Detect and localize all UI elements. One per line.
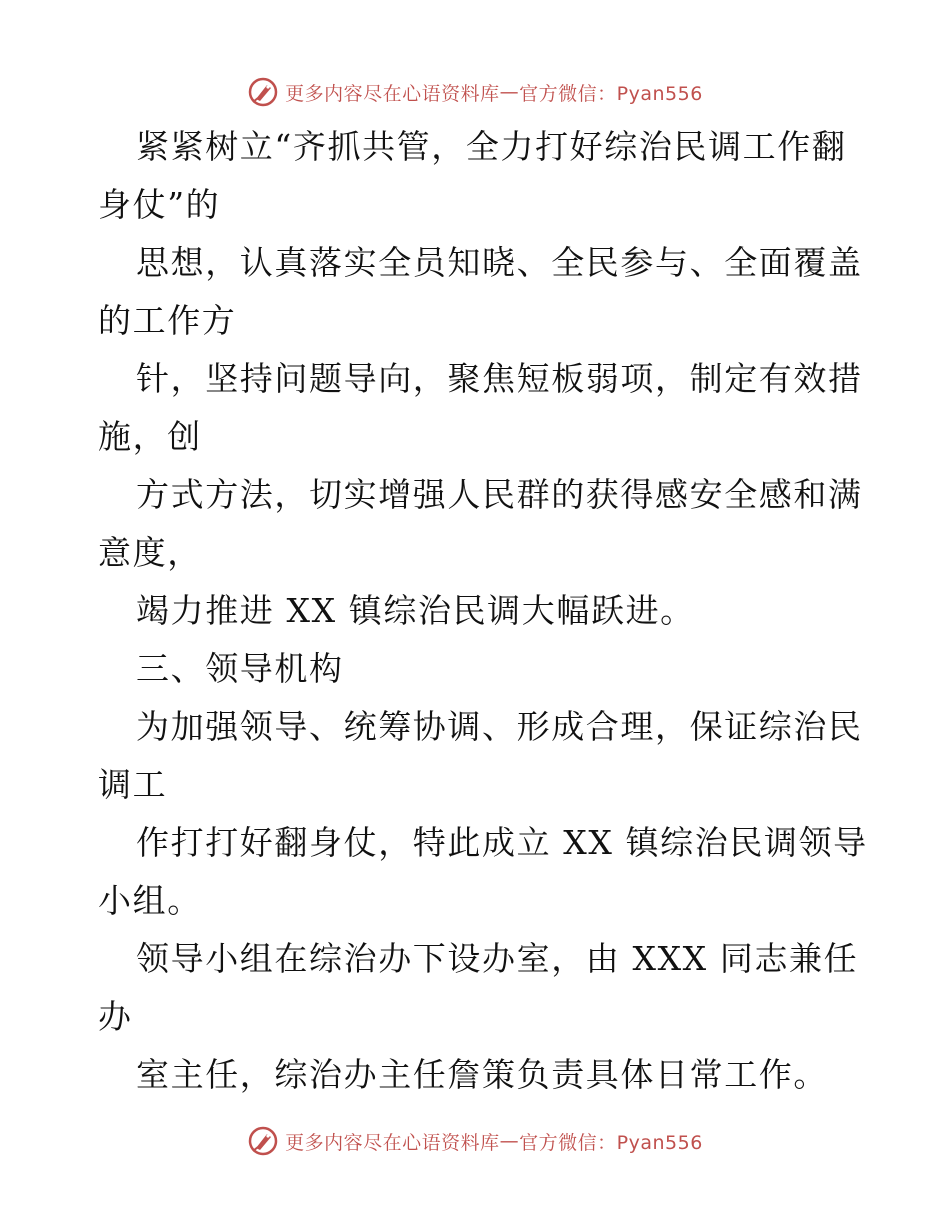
watermark-wechat-text: 官方微信：Pyan556 [519, 1131, 703, 1154]
paragraph-line: 竭力推进 XX 镇综治民调大幅跃进。 [136, 591, 695, 630]
paragraph-line: 施，创 [98, 417, 202, 456]
footer-watermark [0, 1121, 950, 1161]
paragraph-line: 方式方法，切实增强人民群的获得感安全感和满 [136, 475, 863, 514]
paragraph-line: 针，坚持问题导向，聚焦短板弱项，制定有效措 [136, 359, 863, 398]
paragraph-line: 领导小组在综治办下设办室，由 XXX 同志兼任 [136, 939, 859, 978]
watermark-separator: — [499, 1130, 520, 1152]
paragraph-line: 作打打好翻身仗，特此成立 XX 镇综治民调领导 [136, 823, 868, 862]
paragraph-line: 调工 [98, 765, 168, 804]
paragraph-line: 办 [98, 997, 133, 1036]
pen-nib-logo-icon [247, 1125, 279, 1157]
watermark-separator: — [499, 81, 520, 103]
paragraph-line: 为加强领导、统筹协调、形成合理，保证综治民 [136, 707, 863, 746]
paragraph-line: 室主任，综治办主任詹策负责具体日常工作。 [136, 1055, 828, 1094]
paragraph-line: 意度， [98, 533, 202, 572]
watermark-wechat-text: 官方微信：Pyan556 [519, 82, 703, 105]
paragraph-line: 身仗”的 [98, 185, 221, 224]
paragraph-line: 小组。 [98, 881, 202, 920]
watermark-site-text: 更多内容尽在心语资料库 [285, 1131, 500, 1154]
section-heading: 三、领导机构 [136, 649, 344, 688]
paragraph-line: 思想，认真落实全员知晓、全民参与、全面覆盖 [136, 243, 863, 282]
paragraph-line: 紧紧树立“齐抓共管，全力打好综治民调工作翻 [136, 127, 847, 166]
paragraph-line: 的工作方 [98, 301, 237, 340]
watermark-site-text: 更多内容尽在心语资料库 [285, 82, 500, 105]
